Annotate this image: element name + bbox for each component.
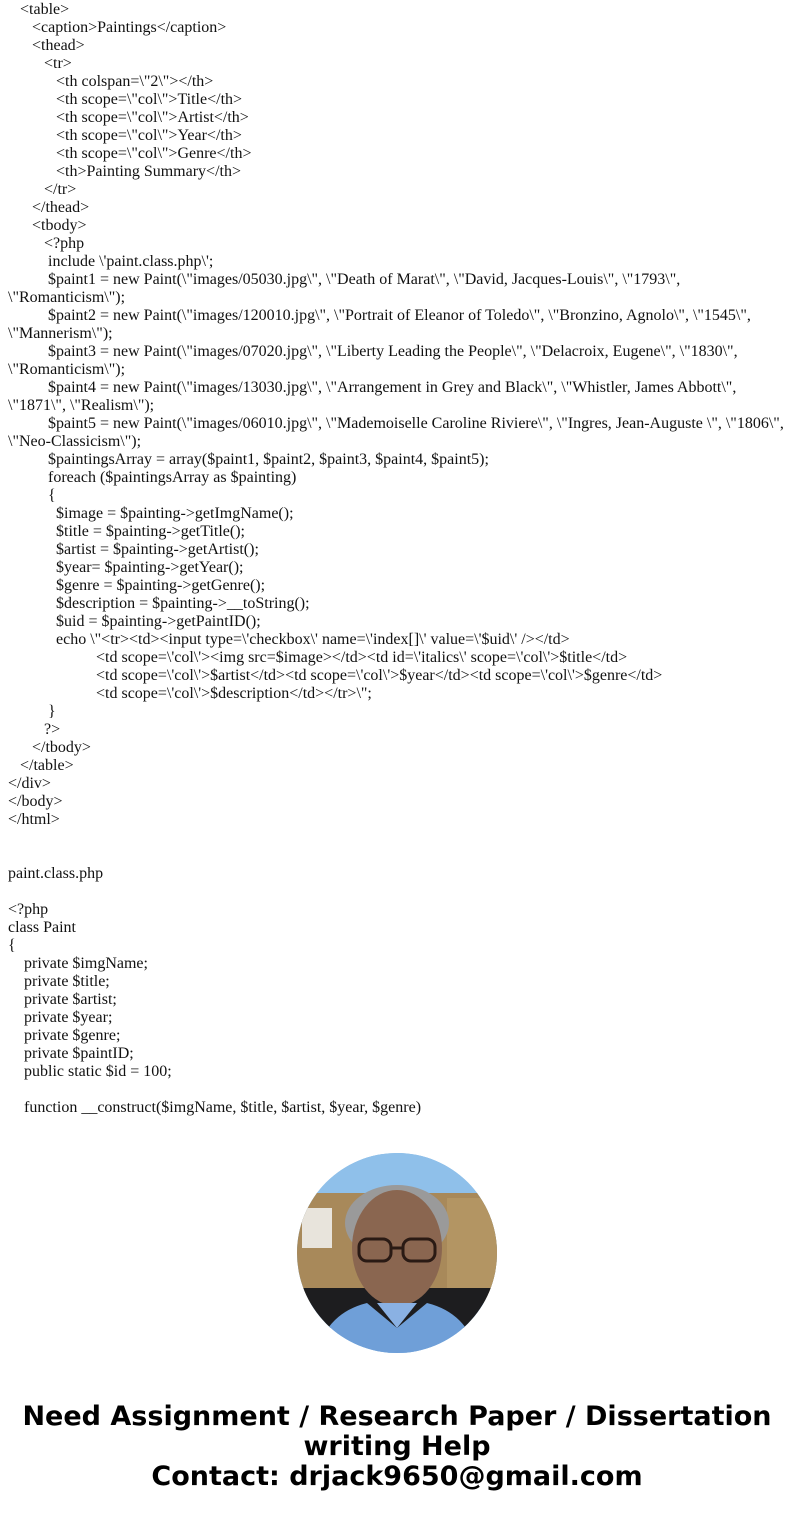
code-line: </table>: [8, 757, 74, 774]
code-line: $year= $painting->getYear();: [8, 559, 244, 576]
person-photo-icon: [297, 1153, 497, 1353]
code-line: [8, 1081, 794, 1099]
code-line: </div>: [8, 775, 51, 792]
code-line: <table>: [8, 1, 70, 18]
code-line: <th scope=\"col\">Year</th>: [8, 127, 242, 144]
code-line: function __construct($imgName, $title, $artist, $year, $genre): [8, 1099, 422, 1116]
promo-line-1: Need Assignment / Research Paper / Dissertation: [22, 1401, 772, 1432]
code-line: private $year;: [8, 1009, 113, 1026]
code-line: <th colspan=\"2\"></th>: [8, 73, 214, 90]
code-listing: [8, 1, 794, 1121]
code-line: <caption>Paintings</caption>: [8, 19, 227, 36]
code-line: public static $id = 100;: [8, 1063, 172, 1080]
promo-banner: [0, 1402, 794, 1492]
code-line: [8, 883, 794, 901]
code-line: <td scope=\'col\'><img src=$image></td><td id=\'italics\' scope=\'col\'>$title</td>: [8, 649, 628, 666]
code-line: <tbody>: [8, 217, 87, 234]
code-line: <th scope=\"col\">Genre</th>: [8, 145, 252, 162]
code-line: $artist = $painting->getArtist();: [8, 541, 259, 558]
code-line: $paintingsArray = array($paint1, $paint2, $paint3, $paint4, $paint5);: [8, 451, 489, 468]
code-line: $paint2 = new Paint(\"images/120010.jpg\", \"Portrait of Eleanor of Toledo\", \"Bronzino, Agnolo\", \"1545\", \"Mannerism\");: [8, 307, 755, 342]
code-line: </tbody>: [8, 739, 91, 756]
code-line: $paint5 = new Paint(\"images/06010.jpg\", \"Mademoiselle Caroline Riviere\", \"Ingres, Jean-Auguste \", \"1806\", \"Neo-Classicism\");: [8, 415, 788, 450]
code-line: include \'paint.class.php\';: [8, 253, 214, 270]
code-line: </body>: [8, 793, 63, 810]
code-line: $title = $painting->getTitle();: [8, 523, 245, 540]
code-line: $paint4 = new Paint(\"images/13030.jpg\", \"Arrangement in Grey and Black\", \"Whistler, James Abbott\", \"1871\", \"Realism\");: [8, 379, 741, 414]
code-line: [8, 847, 794, 865]
code-line: $image = $painting->getImgName();: [8, 505, 294, 522]
code-line: <td scope=\'col\'>$artist</td><td scope=\'col\'>$year</td><td scope=\'col\'>$genre</td>: [8, 667, 663, 684]
code-line: $description = $painting->__toString();: [8, 595, 310, 612]
code-line: }: [8, 703, 56, 720]
code-line: private $genre;: [8, 1027, 121, 1044]
code-line: </html>: [8, 811, 60, 828]
code-line: private $title;: [8, 973, 110, 990]
code-line: <?php: [8, 235, 85, 252]
code-line: paint.class.php: [8, 865, 104, 882]
code-line: <thead>: [8, 37, 85, 54]
code-line: <th scope=\"col\">Title</th>: [8, 91, 243, 108]
promo-line-2: writing Help: [303, 1431, 491, 1462]
code-line: </thead>: [8, 199, 90, 216]
code-line: private $imgName;: [8, 955, 148, 972]
code-line: <th scope=\"col\">Artist</th>: [8, 109, 249, 126]
code-line: <tr>: [8, 55, 72, 72]
code-line: foreach ($paintingsArray as $painting): [8, 469, 297, 486]
code-line: $paint3 = new Paint(\"images/07020.jpg\", \"Liberty Leading the People\", \"Delacroix, Eugene\", \"1830\", \"Romanticism\");: [8, 343, 742, 378]
promo-contact: Contact: drjack9650@gmail.com: [151, 1461, 643, 1492]
code-line: <th>Painting Summary</th>: [8, 163, 241, 180]
code-line: [8, 829, 794, 847]
code-line: $genre = $painting->getGenre();: [8, 577, 266, 594]
code-line: private $artist;: [8, 991, 117, 1008]
code-line: echo \"<tr><td><input type=\'checkbox\' name=\'index[]\' value=\'$uid\' /></td>: [8, 631, 570, 648]
code-line: $uid = $painting->getPaintID();: [8, 613, 261, 630]
code-line: $paint1 = new Paint(\"images/05030.jpg\", \"Death of Marat\", \"David, Jacques-Louis\", \"1793\", \"Romanticism\");: [8, 271, 685, 306]
code-line: {: [8, 487, 56, 504]
avatar: [297, 1153, 497, 1353]
code-line: ?>: [8, 721, 61, 738]
code-line: </tr>: [8, 181, 77, 198]
code-line: <?php: [8, 901, 49, 918]
code-line: {: [8, 937, 16, 954]
code-line: class Paint: [8, 919, 76, 936]
code-line: private $paintID;: [8, 1045, 134, 1062]
code-line: <td scope=\'col\'>$description</td></tr>\";: [8, 685, 372, 702]
